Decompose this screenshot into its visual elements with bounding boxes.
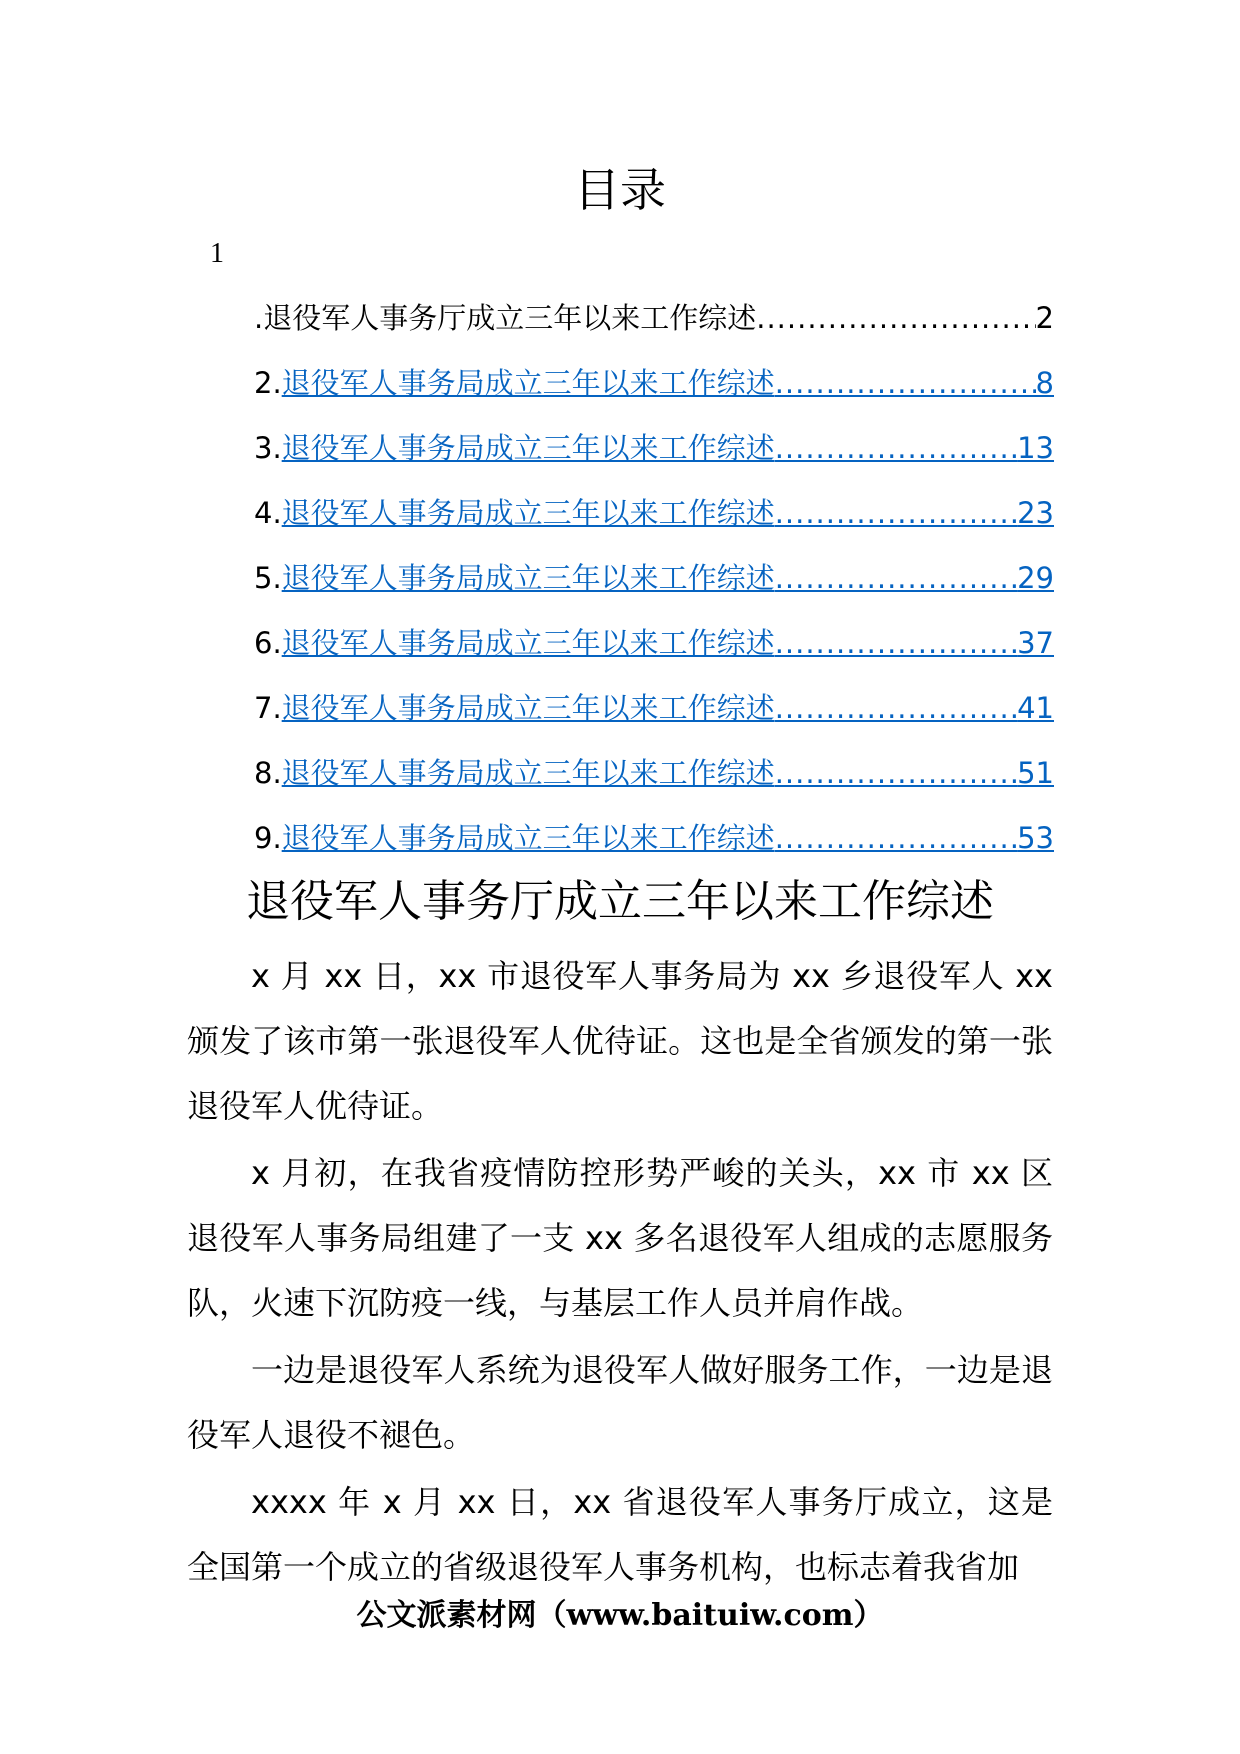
toc-leader-dots[interactable] [775, 753, 1017, 793]
toc-entry-link[interactable]: 退役军人事务局成立三年以来工作综述 [281, 561, 775, 595]
toc-entry-page[interactable]: 2 [1035, 301, 1054, 335]
page-footer: 公文派素材网（www.baituiw.com） [356, 1598, 884, 1633]
toc-heading: 目录 [574, 163, 666, 217]
toc-leader-dots[interactable] [775, 558, 1017, 598]
toc-entry-page[interactable]: 53 [1017, 821, 1054, 855]
toc-leader-dots[interactable] [775, 363, 1036, 403]
article-paragraph: 一边是退役军人系统为退役军人做好服务工作，一边是退役军人退役不褪色。 [187, 1351, 1053, 1454]
toc-entry-number: 6. [254, 626, 282, 660]
toc-entry-link[interactable]: 退役军人事务局成立三年以来工作综述 [281, 821, 775, 855]
toc-entry-page[interactable]: 8 [1035, 366, 1054, 400]
toc-entry-8[interactable] [254, 753, 1054, 818]
article-title: 退役军人事务厅成立三年以来工作综述 [246, 876, 994, 927]
toc-entry-1[interactable] [254, 298, 1054, 363]
toc-entry-number: 8. [254, 756, 282, 790]
toc-entry-number: 5. [254, 561, 282, 595]
toc-leader-dots [756, 298, 1035, 338]
toc-leader-dots[interactable] [775, 428, 1017, 468]
toc-entry-number: 3. [254, 431, 282, 465]
toc-entry-page[interactable]: 51 [1017, 756, 1054, 790]
toc-entry-link[interactable]: 退役军人事务局成立三年以来工作综述 [281, 496, 775, 530]
toc-entry-page[interactable]: 29 [1017, 561, 1054, 595]
toc-entry-number: . [254, 301, 264, 335]
toc-entry-page[interactable]: 37 [1017, 626, 1054, 660]
toc-entry-number: 9. [254, 821, 282, 855]
article-body [187, 944, 1053, 1602]
toc-leader-dots[interactable] [775, 688, 1017, 728]
toc-entry-5[interactable] [254, 558, 1054, 623]
toc-entry-7[interactable] [254, 688, 1054, 753]
toc-entry-link[interactable]: 退役军人事务局成立三年以来工作综述 [281, 756, 775, 790]
toc-entry-3[interactable] [254, 428, 1054, 493]
toc-leader-dots[interactable] [775, 623, 1017, 663]
toc-entry-number: 2. [254, 366, 282, 400]
toc-entry-number: 4. [254, 496, 282, 530]
toc-entry-2[interactable] [254, 363, 1054, 428]
toc-entry-page[interactable]: 13 [1017, 431, 1054, 465]
toc-entry-number: 7. [254, 691, 282, 725]
toc-leader-dots[interactable] [775, 818, 1017, 858]
toc-entry-link[interactable]: 退役军人事务局成立三年以来工作综述 [281, 626, 775, 660]
toc-marker: 1 [210, 238, 224, 269]
toc-entry-page[interactable]: 23 [1017, 496, 1054, 530]
toc-entry-link[interactable]: 退役军人事务局成立三年以来工作综述 [281, 366, 775, 400]
toc-entry-link[interactable]: 退役军人事务局成立三年以来工作综述 [281, 691, 775, 725]
toc-list [254, 298, 1054, 883]
toc-entry-link[interactable]: 退役军人事务局成立三年以来工作综述 [281, 431, 775, 465]
article-paragraph: x 月 xx 日，xx 市退役军人事务局为 xx 乡退役军人 xx 颁发了该市第一张退役军人优待证。这也是全省颁发的第一张退役军人优待证。 [187, 957, 1053, 1125]
toc-leader-dots[interactable] [775, 493, 1017, 533]
toc-entry-6[interactable] [254, 623, 1054, 688]
toc-entry-title[interactable]: 退役军人事务厅成立三年以来工作综述 [263, 301, 757, 335]
article-paragraph: xxxx 年 x 月 xx 日，xx 省退役军人事务厅成立，这是全国第一个成立的省级退役军人事务机构，也标志着我省加 [187, 1483, 1053, 1586]
toc-entry-page[interactable]: 41 [1017, 691, 1054, 725]
toc-entry-4[interactable] [254, 493, 1054, 558]
article-paragraph: x 月初，在我省疫情防控形势严峻的关头，xx 市 xx 区退役军人事务局组建了一支 xx 多名退役军人组成的志愿服务队，火速下沉防疫一线，与基层工作人员并肩作战。 [187, 1154, 1053, 1322]
